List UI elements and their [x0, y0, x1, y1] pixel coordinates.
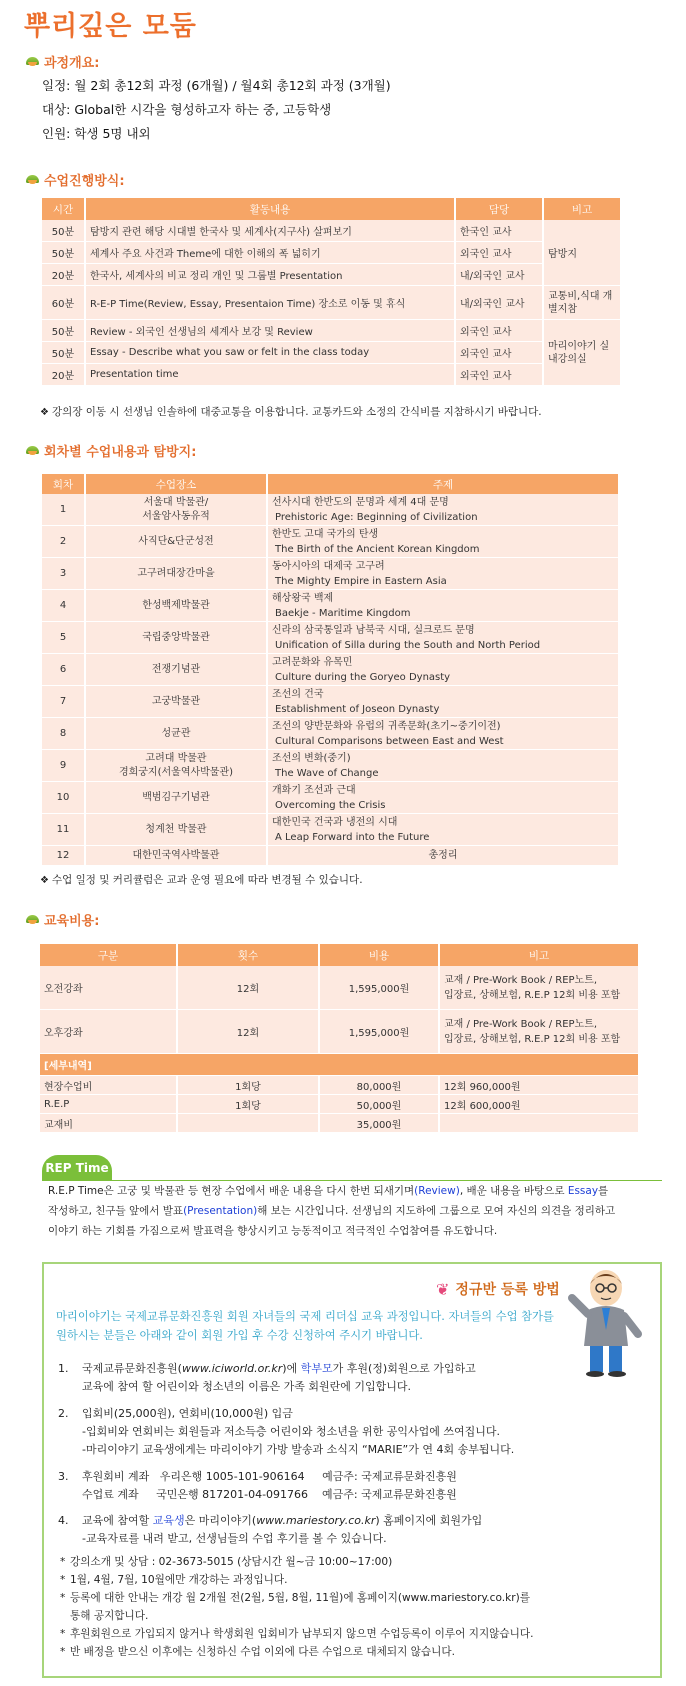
fee-count-cell: 1회당	[178, 1095, 320, 1114]
fee-note-cell: 12회 960,000원	[440, 1076, 640, 1095]
step-number: 1.	[58, 1362, 69, 1375]
session-topic-cell	[268, 846, 620, 866]
rep-essay: Essay	[567, 1185, 599, 1197]
session-place-cell	[86, 558, 268, 590]
table-row	[42, 242, 622, 264]
col-header: 회차	[42, 474, 86, 494]
time-cell: 20분	[42, 264, 86, 286]
rep-description	[48, 1181, 663, 1241]
diamond-bullet-icon: ❖	[40, 407, 49, 418]
method-table	[42, 198, 622, 386]
place-line: 서울암사동유적	[142, 510, 210, 522]
note-text: 반 배정을 받으신 이후에는 신청하신 수업 이외에 다른 수업으로 대체되지 않습니다.	[70, 1646, 455, 1658]
session-number-cell: 5	[42, 622, 86, 654]
method-note	[40, 404, 542, 419]
activity-cell: 한국사, 세계사의 비교 정리 개인 및 그룹별 Presentation	[86, 264, 456, 286]
step-text: -마리이야기 교육생에게는 마리이야기 가방 발송과 소식지 “MARIE”가 연 4회 송부됩니다.	[82, 1443, 515, 1456]
method-heading-text: 수업진행방식:	[44, 173, 125, 189]
rep-text: 를	[598, 1185, 609, 1197]
session-number-cell: 11	[42, 814, 86, 846]
step-text: 입회비(25,000원), 연회비(10,000원) 입금	[82, 1407, 293, 1420]
step-text: ) 홈페이지에 회원가입	[375, 1514, 483, 1527]
topic-korean: 신라의 삼국통일과 남북국 시대, 실크로드 문명	[272, 624, 475, 636]
place-line: 서울대 박물관/	[143, 496, 209, 508]
table-row	[42, 264, 622, 286]
fee-type-cell: 오전강좌	[40, 966, 178, 1010]
table-row	[42, 494, 620, 526]
fee-cost-cell: 1,595,000원	[320, 966, 440, 1010]
registration-notes	[60, 1553, 660, 1661]
activity-cell: Essay - Describe what you saw or felt in the class today	[86, 342, 456, 364]
table-row	[40, 1114, 640, 1133]
topic-english: The Mighty Empire in Eastern Asia	[275, 575, 447, 587]
staff-cell: 내/외국인 교사	[456, 286, 544, 320]
table-row	[40, 1010, 640, 1054]
leaf-bullet-icon	[26, 446, 39, 454]
session-number-cell: 10	[42, 782, 86, 814]
topic-korean: 해상왕국 백제	[272, 592, 334, 604]
step-text: 국제교류문화진흥원(	[82, 1362, 182, 1375]
session-topic-cell	[268, 558, 620, 590]
col-header: 시간	[42, 198, 86, 220]
topic-english: Overcoming the Crisis	[275, 799, 386, 811]
note-text: 후원회원으로 가입되지 않거나 학생회원 입회비가 납부되지 않으면 수업등록이 이루어 지지않습니다.	[70, 1628, 534, 1640]
table-row	[42, 320, 622, 342]
step-number: 4.	[58, 1514, 69, 1527]
table-row	[42, 718, 620, 750]
col-header: 담당	[456, 198, 544, 220]
topic-english: The Birth of the Ancient Korean Kingdom	[275, 543, 480, 555]
session-place-cell	[86, 718, 268, 750]
method-heading	[26, 169, 125, 189]
step-text: 후원회비 계좌 우리은행 1005-101-906164 예금주: 국제교류문화진흥원	[82, 1470, 457, 1483]
fee-cost-cell: 1,595,000원	[320, 1010, 440, 1054]
fee-cost-cell: 80,000원	[320, 1076, 440, 1095]
session-topic-cell	[268, 782, 620, 814]
fee-note-line: 교재 / Pre-Work Book / REP노트,	[444, 974, 598, 986]
diamond-bullet-icon: ❖	[40, 875, 49, 886]
place-line: 성균관	[161, 727, 191, 739]
session-place-cell	[86, 814, 268, 846]
fees-table-header	[40, 944, 640, 966]
leaf-bullet-icon	[26, 915, 39, 923]
topic-korean: 총정리	[428, 850, 458, 861]
col-header: 활동내용	[86, 198, 456, 220]
topic-korean: 개화기 조선과 근대	[272, 784, 356, 796]
fee-note-line: 교재 / Pre-Work Book / REP노트,	[444, 1018, 598, 1030]
staff-cell: 내/외국인 교사	[456, 264, 544, 286]
fee-count-cell: 12회	[178, 1010, 320, 1054]
fees-table	[40, 944, 640, 1133]
sessions-note	[40, 872, 363, 887]
session-topic-cell	[268, 526, 620, 558]
topic-korean: 조선의 양반문화와 유럽의 귀족문화(초기~중기이전)	[272, 720, 501, 732]
topic-korean: 조선의 변화(중기)	[272, 752, 351, 764]
overview-heading-text: 과정개요:	[44, 55, 100, 71]
parent-highlight: 학부모	[300, 1362, 333, 1375]
method-note-text: 강의장 이동 시 선생님 인솔하에 대중교통을 이용합니다. 교통카드와 소정의 간식비를 지참하시기 바랍니다.	[51, 406, 542, 418]
time-cell: 60분	[42, 286, 86, 320]
place-line: 고궁박물관	[151, 695, 201, 707]
list-item	[60, 1643, 660, 1661]
registration-intro: 마리이야기는 국제교류문화진흥원 회원 자녀들의 국제 리더십 교육 과정입니다. 자녀들의 수업 참가를 원하시는 분들은 아래와 같이 회원 가입 후 수강 신청하여 주시기 바랍니다.	[56, 1310, 554, 1342]
session-topic-cell	[268, 494, 620, 526]
table-row	[40, 1076, 640, 1095]
col-header: 비고	[440, 944, 640, 966]
registration-title-text: 정규반 등록 방법	[455, 1282, 560, 1298]
table-row	[42, 686, 620, 718]
list-item	[60, 1553, 660, 1571]
fee-note-line: 입장료, 상해보험, R.E.P 12회 비용 포함	[444, 989, 621, 1001]
rep-review: (Review)	[414, 1185, 460, 1197]
topic-korean: 선사시대 한반도의 문명과 세계 4대 문명	[272, 496, 449, 508]
list-item	[60, 1589, 660, 1607]
remark-cell: 탐방지	[544, 220, 622, 286]
activity-cell: 탐방지 관련 해당 시대별 한국사 및 세계사(지구사) 살펴보기	[86, 220, 456, 242]
overview-target: 대상: Global한 시각을 형성하고자 하는 중, 고등학생	[42, 102, 332, 117]
fee-type-cell: R.E.P	[40, 1095, 178, 1114]
session-place-cell	[86, 846, 268, 866]
student-highlight: 교육생	[152, 1514, 185, 1527]
fee-note-cell	[440, 966, 640, 1010]
step-text: 교육에 참여할	[82, 1514, 153, 1527]
session-place-cell	[86, 622, 268, 654]
rep-badge: REP Time	[42, 1155, 112, 1181]
col-header: 주제	[268, 474, 620, 494]
time-cell: 50분	[42, 220, 86, 242]
place-line: 대한민국역사박물관	[132, 849, 220, 861]
session-topic-cell	[268, 622, 620, 654]
session-number-cell: 6	[42, 654, 86, 686]
session-number-cell: 2	[42, 526, 86, 558]
session-topic-cell	[268, 654, 620, 686]
mariestory-link[interactable]: www.mariestory.co.kr	[256, 1514, 376, 1527]
topic-korean: 고려문화와 유목민	[272, 656, 353, 668]
fee-cost-cell: 35,000원	[320, 1114, 440, 1133]
rep-text: 해 보는 시간입니다. 선생님의 지도하에 그룹으로 모여 자신의 의견을 정리하고	[257, 1205, 616, 1217]
session-place-cell	[86, 686, 268, 718]
topic-english: Cultural Comparisons between East and West	[275, 735, 504, 747]
sessions-heading-text: 회차별 수업내용과 탐방지:	[44, 444, 197, 460]
fee-note-cell	[440, 1010, 640, 1054]
table-row	[42, 558, 620, 590]
topic-english: Unification of Silla during the South and North Period	[275, 639, 541, 651]
fee-note-line: 입장료, 상해보험, R.E.P 12회 비용 포함	[444, 1033, 621, 1045]
session-place-cell	[86, 782, 268, 814]
session-topic-cell	[268, 686, 620, 718]
sessions-note-text: 수업 일정 및 커리큘럼은 교과 운영 필요에 따라 변경될 수 있습니다.	[51, 874, 363, 886]
fees-heading	[26, 909, 99, 929]
place-line: 사직단&단군성전	[138, 535, 214, 547]
note-text: 등록에 대한 안내는 개강 월 2개월 전(2월, 5월, 8월, 11월)에 홈페이지(www.mariestory.co.kr)를	[70, 1592, 530, 1604]
session-place-cell	[86, 654, 268, 686]
table-row	[42, 782, 620, 814]
list-item	[60, 1571, 660, 1589]
time-cell: 20분	[42, 364, 86, 386]
asterisk-bullet-icon: *	[60, 1556, 66, 1568]
topic-korean: 조선의 건국	[272, 688, 324, 700]
session-place-cell	[86, 526, 268, 558]
table-row	[40, 966, 640, 1010]
registration-title	[436, 1279, 560, 1299]
page-title: 뿌리깊은 모둠	[24, 11, 197, 42]
registration-step-2	[58, 1405, 514, 1459]
table-row	[42, 364, 622, 386]
asterisk-bullet-icon: *	[60, 1628, 66, 1640]
remark-cell: 마리이야기 실내강의실	[544, 320, 622, 386]
registration-step-4	[58, 1512, 482, 1548]
activity-cell: Presentation time	[86, 364, 456, 386]
topic-korean: 대한민국 건국과 냉전의 시대	[272, 816, 398, 828]
overview-schedule: 일정: 월 2회 총12회 과정 (6개월) / 월4회 총12회 과정 (3개월)	[42, 78, 391, 93]
fee-type-cell: 교재비	[40, 1114, 178, 1133]
step-text: 수업료 계좌 국민은행 817201-04-091766 예금주: 국제교류문화진흥원	[82, 1488, 457, 1501]
time-cell: 50분	[42, 342, 86, 364]
table-row	[42, 846, 620, 866]
teacher-illustration	[568, 1268, 644, 1378]
place-line: 한성백제박물관	[142, 599, 210, 611]
session-number-cell: 3	[42, 558, 86, 590]
registration-step-1	[58, 1360, 476, 1396]
rep-text: R.E.P Time은 고궁 및 박물관 등 현장 수업에서 배운 내용을 다시 한번 되새기며	[48, 1185, 415, 1197]
fee-note-cell: 12회 600,000원	[440, 1095, 640, 1114]
session-topic-cell	[268, 718, 620, 750]
fees-heading-text: 교육비용:	[44, 913, 100, 929]
place-line: 청계천 박물관	[145, 823, 207, 835]
topic-english: The Wave of Change	[275, 767, 379, 779]
list-item: 통해 공지합니다.	[70, 1610, 149, 1622]
note-text: 1월, 4월, 7월, 10월에만 개강하는 과정입니다.	[70, 1574, 288, 1586]
table-row	[42, 622, 620, 654]
table-row	[42, 814, 620, 846]
col-header: 횟수	[178, 944, 320, 966]
sessions-table-header	[42, 474, 620, 494]
table-row	[40, 1095, 640, 1114]
asterisk-bullet-icon: *	[60, 1574, 66, 1586]
overview-heading	[26, 51, 99, 71]
col-header: 비고	[544, 198, 622, 220]
table-row	[42, 526, 620, 558]
rep-text: , 배운 내용을 바탕으로	[459, 1185, 568, 1197]
step-text: 교육에 참여 할 어린이와 청소년의 이름은 가족 회원란에 기입합니다.	[82, 1380, 411, 1393]
topic-english: Establishment of Joseon Dynasty	[275, 703, 440, 715]
step-text: 가 후원(정)회원으로 가입하고	[332, 1362, 476, 1375]
place-line: 국립중앙박물관	[142, 631, 210, 643]
fee-count-cell: 12회	[178, 966, 320, 1010]
table-row	[42, 220, 622, 242]
staff-cell: 외국인 교사	[456, 364, 544, 386]
session-number-cell: 9	[42, 750, 86, 782]
staff-cell: 외국인 교사	[456, 320, 544, 342]
rep-text: 작성하고, 친구들 앞에서 발표	[48, 1205, 184, 1217]
time-cell: 50분	[42, 242, 86, 264]
session-place-cell	[86, 494, 268, 526]
col-header: 비용	[320, 944, 440, 966]
note-text: 강의소개 및 상담 : 02-3673-5015 (상담시간 월~금 10:00~17:00)	[70, 1556, 393, 1568]
registration-step-3	[58, 1468, 457, 1504]
fee-type-cell: 현장수업비	[40, 1076, 178, 1095]
fee-type-cell: 오후강좌	[40, 1010, 178, 1054]
session-place-cell	[86, 590, 268, 622]
step-text: -입회비와 연회비는 회원들과 저소득층 어린이와 청소년을 위한 공익사업에 쓰여집니다.	[82, 1425, 500, 1438]
place-line: 백범김구기념관	[142, 791, 210, 803]
session-number-cell: 12	[42, 846, 86, 866]
fee-note-cell	[440, 1114, 640, 1133]
leaf-bullet-icon	[26, 57, 39, 65]
detail-heading: [세부내역]	[40, 1054, 640, 1076]
place-line: 전쟁기념관	[151, 663, 201, 675]
asterisk-bullet-icon: *	[60, 1592, 66, 1604]
topic-english: A Leap Forward into the Future	[275, 831, 430, 843]
table-row	[42, 286, 622, 320]
tulip-icon: ❦	[436, 1279, 450, 1299]
place-line: 경희궁지(서울역사박물관)	[118, 766, 234, 778]
activity-cell: Review - 외국인 선생님의 세계사 보강 및 Review	[86, 320, 456, 342]
list-item	[60, 1625, 660, 1643]
rep-presentation: (Presentation)	[183, 1205, 258, 1217]
step-text: )에	[282, 1362, 301, 1375]
topic-korean: 동아시아의 대제국 고구려	[272, 560, 385, 572]
rep-text: 이야기 하는 기회를 가짐으로써 발표력을 향상시키고 능동적이고 적극적인 수업참여를 유도합니다.	[48, 1225, 498, 1237]
sessions-heading	[26, 440, 196, 460]
step-text: -교육자료를 내려 받고, 선생님들의 수업 후기를 볼 수 있습니다.	[82, 1532, 387, 1545]
fee-count-cell: 1회당	[178, 1076, 320, 1095]
col-header: 수업장소	[86, 474, 268, 494]
session-number-cell: 8	[42, 718, 86, 750]
activity-cell: 세계사 주요 사건과 Theme에 대한 이해의 폭 넓히기	[86, 242, 456, 264]
staff-cell: 한국인 교사	[456, 220, 544, 242]
session-topic-cell	[268, 750, 620, 782]
topic-english: Prehistoric Age: Beginning of Civilization	[275, 511, 478, 523]
asterisk-bullet-icon: *	[60, 1646, 66, 1658]
session-number-cell: 1	[42, 494, 86, 526]
activity-cell: R-E-P Time(Review, Essay, Presentaion Time) 장소로 이동 및 휴식	[86, 286, 456, 320]
overview-size: 인원: 학생 5명 내외	[42, 126, 151, 141]
table-row	[42, 750, 620, 782]
step-text: 은 마리이야기(	[184, 1514, 257, 1527]
place-line: 고려대 박물관	[145, 752, 207, 764]
topic-english: Culture during the Goryeo Dynasty	[275, 671, 451, 683]
session-place-cell	[86, 750, 268, 782]
table-row	[42, 590, 620, 622]
leaf-bullet-icon	[26, 175, 39, 183]
table-row	[40, 1054, 640, 1076]
staff-cell: 외국인 교사	[456, 342, 544, 364]
staff-cell: 외국인 교사	[456, 242, 544, 264]
place-line: 고구려대장간마을	[137, 567, 215, 579]
step-number: 3.	[58, 1470, 69, 1483]
col-header: 구분	[40, 944, 178, 966]
session-number-cell: 7	[42, 686, 86, 718]
topic-korean: 한반도 고대 국가의 탄생	[272, 528, 379, 540]
table-row	[42, 342, 622, 364]
sessions-table	[42, 474, 620, 866]
session-number-cell: 4	[42, 590, 86, 622]
fee-cost-cell: 50,000원	[320, 1095, 440, 1114]
iciworld-link[interactable]: www.iciworld.or.kr	[181, 1362, 283, 1375]
time-cell: 50분	[42, 320, 86, 342]
method-table-header	[42, 198, 622, 220]
session-topic-cell	[268, 590, 620, 622]
topic-english: Baekje - Maritime Kingdom	[275, 607, 411, 619]
session-topic-cell	[268, 814, 620, 846]
table-row	[42, 654, 620, 686]
fee-count-cell	[178, 1114, 320, 1133]
remark-cell: 교통비,식대 개별지참	[544, 286, 622, 320]
step-number: 2.	[58, 1407, 69, 1420]
